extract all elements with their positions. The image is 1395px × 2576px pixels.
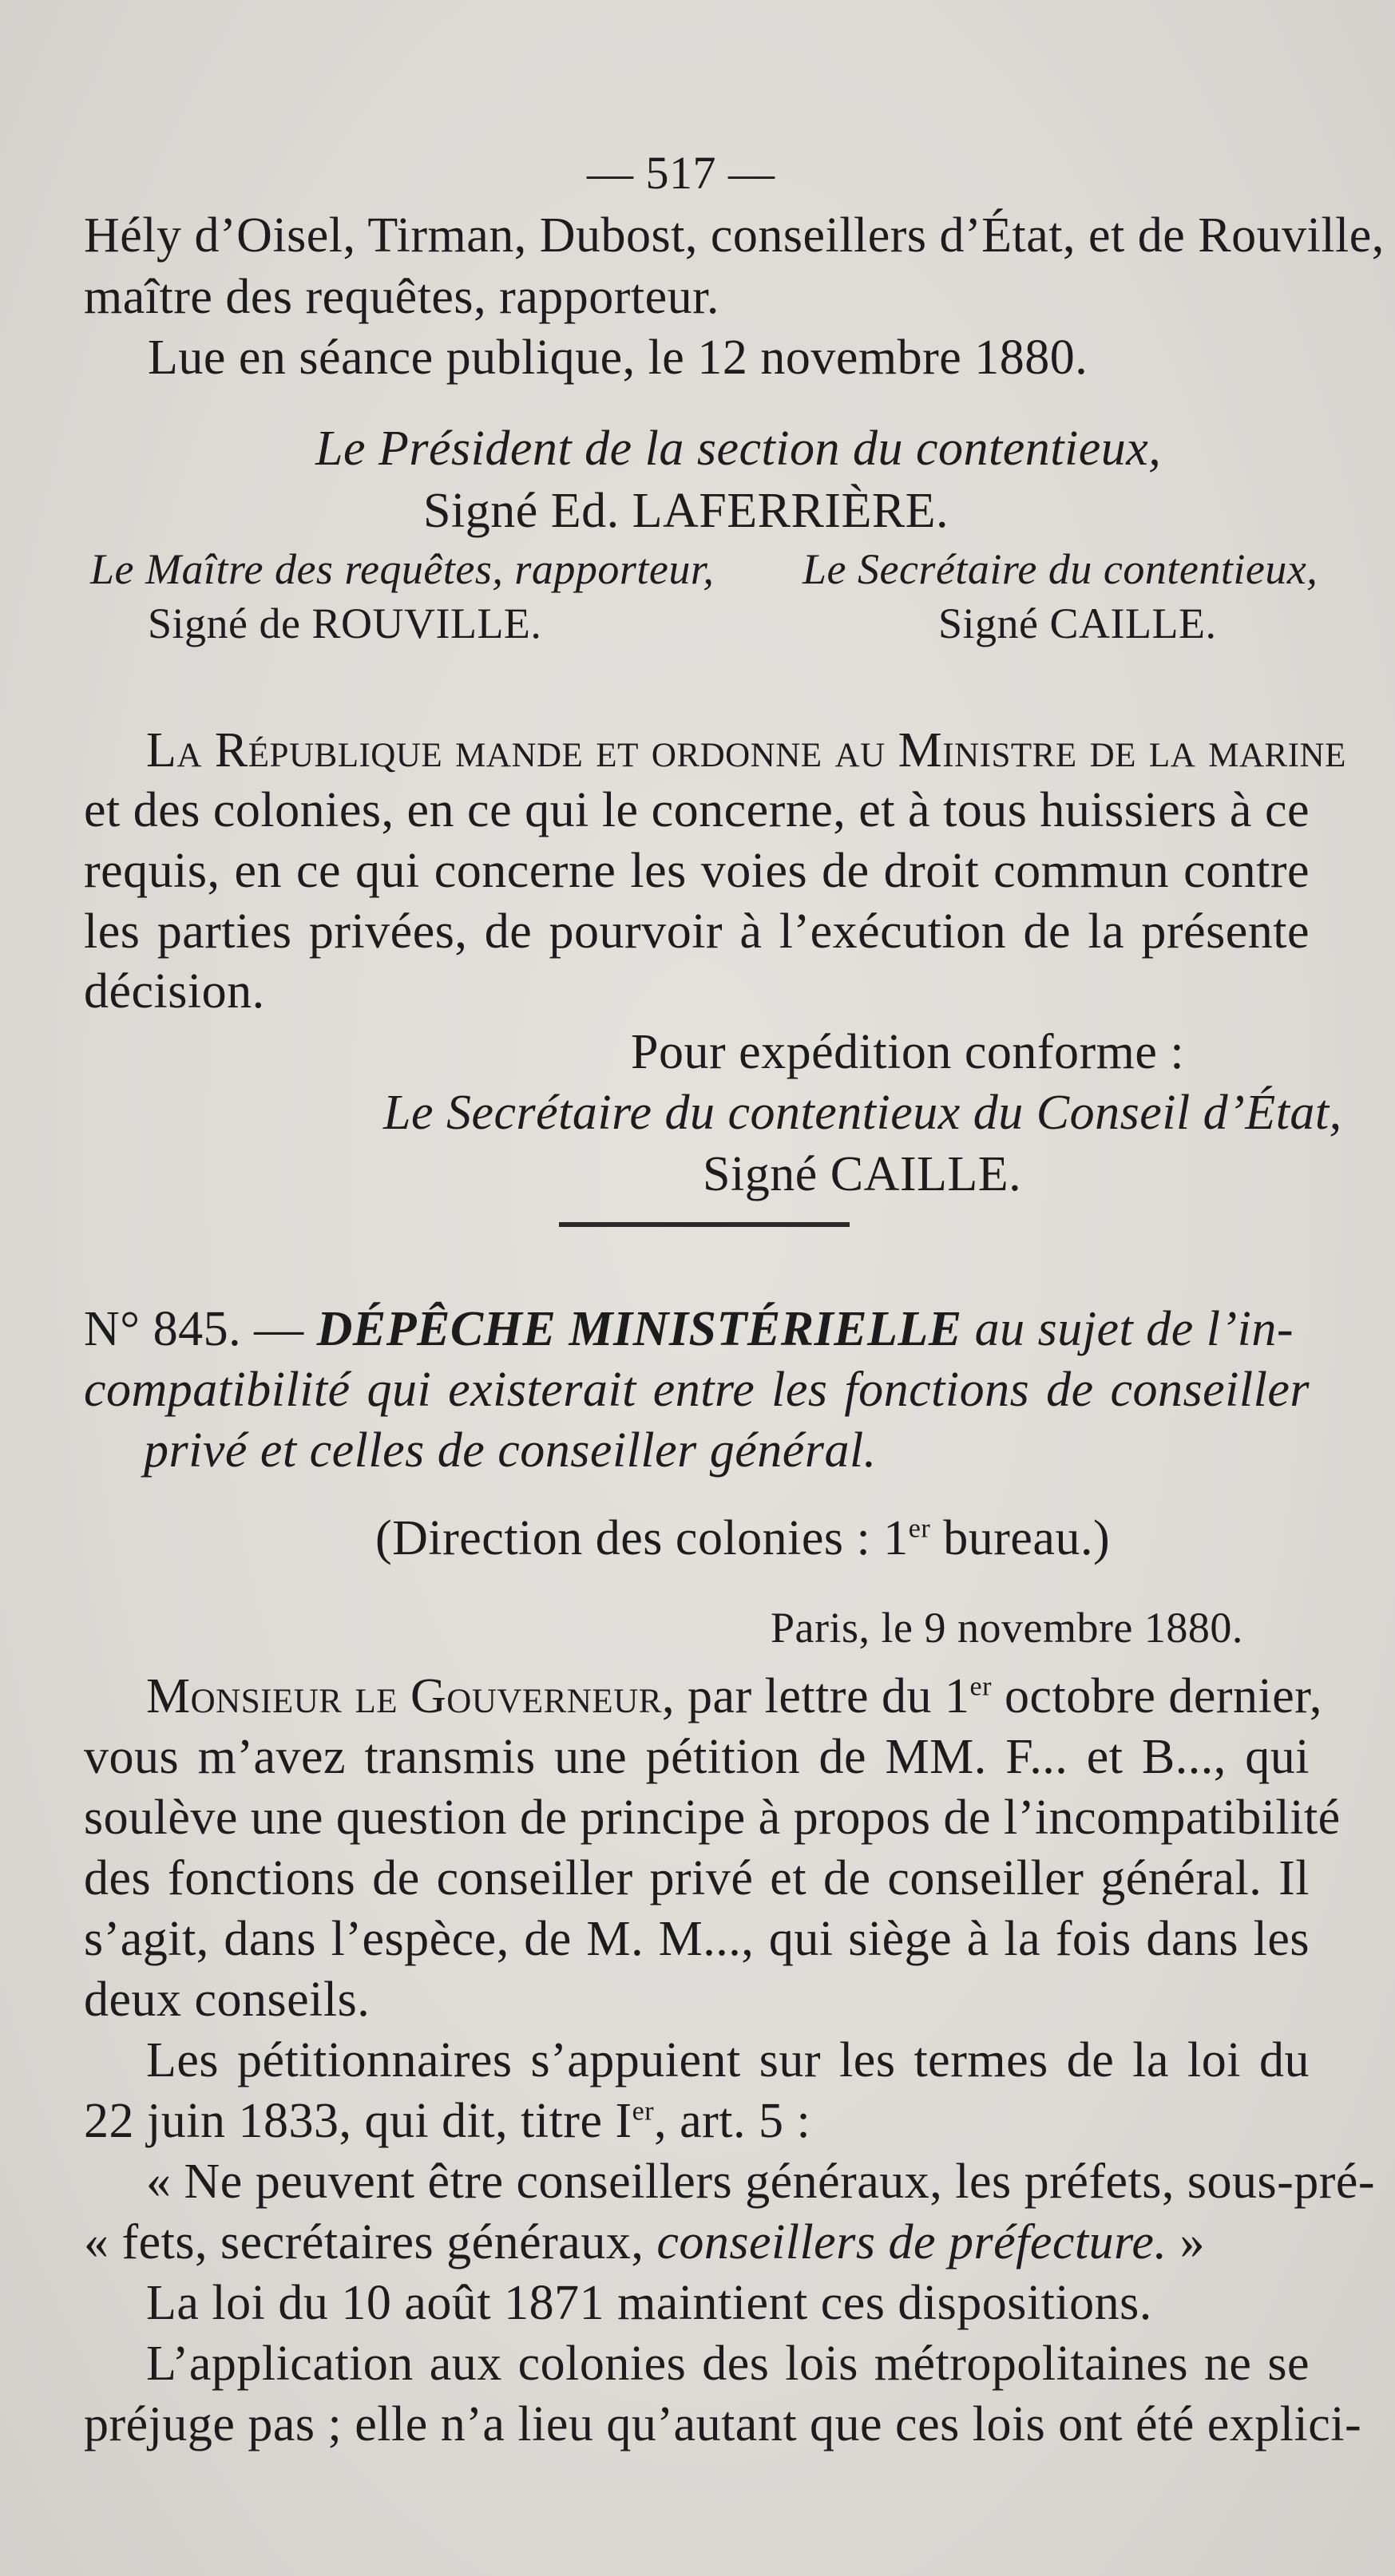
signature-name-right: Signé CAILLE. bbox=[938, 599, 1217, 647]
signature-title-right: Le Secrétaire du contentieux, bbox=[803, 545, 1318, 593]
text-line: Pour expédition conforme : bbox=[631, 1025, 1185, 1079]
text-part: 22 juin 1833, qui dit, titre I bbox=[84, 2094, 632, 2148]
salutation: Monsieur le Gouverneur bbox=[146, 1669, 662, 1723]
text-line: Hély d’Oisel, Tirman, Dubost, conseillers d’État, et de Rouville, bbox=[84, 208, 1385, 263]
page-number: — 517 — bbox=[587, 147, 775, 199]
signature-title: Le Président de la section du contentieux, bbox=[315, 421, 1162, 476]
dateline: Paris, le 9 novembre 1880. bbox=[771, 1604, 1243, 1652]
section-divider bbox=[559, 1222, 850, 1227]
quote-line: « Ne peuvent être conseillers généraux, les préfets, sous-pré- bbox=[146, 2155, 1376, 2209]
text-line: privé et celles de conseiller général. bbox=[144, 1423, 877, 1478]
text-line: soulève une question de principe à propos de l’incompatibilité bbox=[84, 1791, 1341, 1845]
text-line: vous m’avez transmis une pétition de MM. F... et B..., qui bbox=[84, 1730, 1310, 1784]
text-line: La République mande et ordonne au Ministre de la marine bbox=[146, 723, 1346, 778]
dispatch-title: DÉPÊCHE MINISTÉRIELLE bbox=[316, 1302, 962, 1356]
signature-name: Signé Ed. LAFERRIÈRE. bbox=[423, 484, 949, 538]
text-line: s’agit, dans l’espèce, de M. M..., qui siège à la fois dans les bbox=[84, 1912, 1310, 1966]
text-fragment bbox=[662, 1668, 1322, 1724]
direction-line bbox=[375, 1510, 1110, 1566]
text-part: octobre dernier, bbox=[991, 1669, 1322, 1723]
superscript: er bbox=[969, 1672, 992, 1702]
text-line: préjuge pas ; elle n’a lieu qu’autant que ces lois ont été explici- bbox=[84, 2397, 1362, 2451]
text-line: La loi du 10 août 1871 maintient ces dispositions. bbox=[146, 2276, 1152, 2330]
signature-title: Le Secrétaire du contentieux du Conseil d’État, bbox=[383, 1086, 1342, 1140]
text-line: deux conseils. bbox=[84, 1973, 371, 2027]
text-line bbox=[146, 1668, 1322, 1724]
text-part: , art. 5 : bbox=[654, 2094, 811, 2148]
signature-title-left: Le Maître des requêtes, rapporteur, bbox=[90, 545, 715, 593]
text-part: » bbox=[1167, 2215, 1205, 2269]
text-line: Les pétitionnaires s’appuient sur les termes de la loi du bbox=[146, 2033, 1310, 2087]
direction-text-end: bureau.) bbox=[930, 1511, 1111, 1565]
dispatch-subject: au sujet de l’in- bbox=[961, 1302, 1294, 1356]
text-line: L’application aux colonies des lois métropolitaines ne se bbox=[146, 2337, 1310, 2391]
text-line: et des colonies, en ce qui le concerne, et à tous huissiers à ce bbox=[84, 783, 1310, 837]
signature-name: Signé CAILLE. bbox=[703, 1147, 1022, 1201]
text-line: requis, en ce qui concerne les voies de droit commun contre bbox=[84, 844, 1310, 898]
direction-text: (Direction des colonies : 1 bbox=[375, 1511, 909, 1565]
text-line: Lue en séance publique, le 12 novembre 1880. bbox=[148, 330, 1088, 385]
text-line: compatibilité qui existerait entre les fonctions de conseiller bbox=[84, 1363, 1310, 1417]
text-part-italic: conseillers de préfecture. bbox=[656, 2215, 1167, 2269]
text-line: maître des requêtes, rapporteur. bbox=[84, 270, 719, 324]
text-line bbox=[84, 2093, 810, 2149]
signature-name-left: Signé de ROUVILLE. bbox=[148, 599, 542, 647]
quote-line bbox=[84, 2214, 1205, 2270]
text-part: , par lettre du 1 bbox=[661, 1669, 970, 1723]
text-line: les parties privées, de pourvoir à l’exécution de la présente bbox=[84, 904, 1310, 959]
text-part: « fets, secrétaires généraux, bbox=[84, 2215, 657, 2269]
dispatch-heading bbox=[84, 1301, 1310, 1357]
text-line: décision. bbox=[84, 964, 265, 1019]
dispatch-number: N° 845. — bbox=[84, 1302, 317, 1356]
superscript: er bbox=[908, 1514, 931, 1544]
superscript: er bbox=[632, 2096, 655, 2127]
text-line: des fonctions de conseiller privé et de conseiller général. Il bbox=[84, 1851, 1310, 1905]
